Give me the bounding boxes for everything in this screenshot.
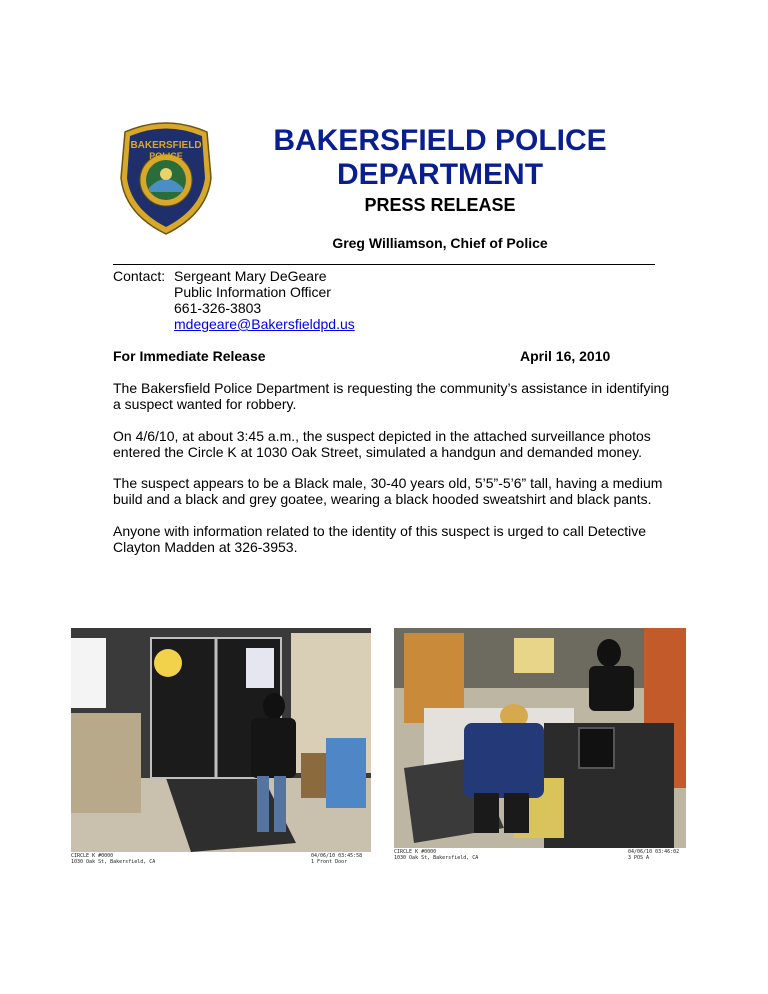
surveillance-photo-front-door [71,628,371,852]
paragraph-4: Anyone with information related to the identity of this suspect is urged to call Detective Clayton Madden at 326-3953. [113,523,647,555]
contact-email-link[interactable]: mdegeare@Bakersfieldpd.us [174,316,355,332]
photo-2-caption-left-line1: CIRCLE K #0000 [394,849,437,855]
photo-1-caption-left-line2: 1030 Oak St, Bakersfield, CA [71,859,156,865]
photo-1-caption-left [71,853,155,865]
photo-2-caption-right-line1: 04/06/10 03:46:02 [628,849,680,855]
police-badge-icon [117,118,215,236]
contact-label: Contact: [113,268,166,284]
contact-phone: 661-326-3803 [174,300,262,316]
contact-name: Sergeant Mary DeGeare [174,268,327,284]
photo-1-caption-right [311,853,362,865]
badge-text-bottom: POLICE [149,151,183,161]
photo-1-caption-right-line1: 04/06/10 03:45:58 [311,853,363,859]
release-date: April 16, 2010 [520,348,611,364]
press-release-heading: PRESS RELEASE [364,195,516,215]
paragraph-1: The Bakersfield Police Department is requesting the community’s assistance in identifying a suspect wanted for robbery. [113,380,670,412]
page-title-line1: BAKERSFIELD POLICE [273,124,607,157]
contact-role: Public Information Officer [174,284,331,300]
header-divider [113,264,655,265]
photo-2-caption-left [394,849,478,861]
photo-1-caption-left-line1: CIRCLE K #0000 [71,853,114,859]
page-title-line2: DEPARTMENT [336,158,544,191]
paragraph-3: The suspect appears to be a Black male, 30-40 years old, 5’5”-5’6” tall, having a medium build and a black and grey goatee, wearing a black hooded sweatshirt and black pants. [113,475,663,507]
photo-1-caption-right-line2: 1 Front Door [311,859,348,865]
chief-of-police: Greg Williamson, Chief of Police [332,235,548,251]
paragraph-2: On 4/6/10, at about 3:45 a.m., the suspect depicted in the attached surveillance photos entered the Circle K at 1030 Oak Street, simulated a handgun and demanded money. [113,428,651,460]
release-label: For Immediate Release [113,348,266,364]
badge-text-top: BAKERSFIELD [130,140,202,151]
photo-2-caption-right [628,849,679,861]
photo-2-caption-left-line2: 1030 Oak St, Bakersfield, CA [394,855,479,861]
photo-2-caption-right-line2: 3 POS A [628,855,650,861]
surveillance-photo-register [394,628,686,848]
